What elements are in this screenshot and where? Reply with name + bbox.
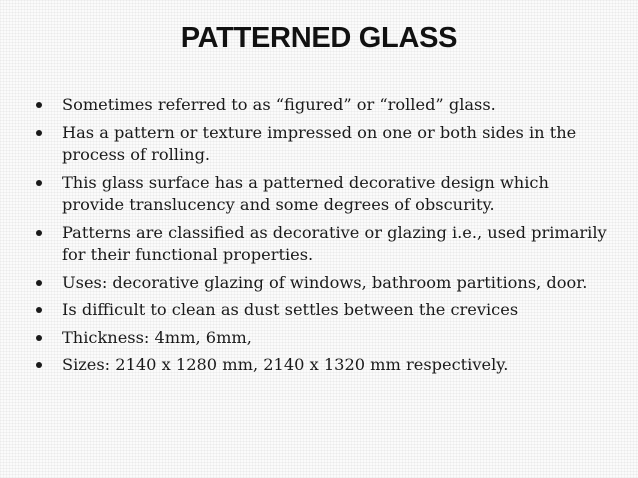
bullet-text: Has a pattern or texture impressed on one or both sides in the process of rolling. bbox=[62, 122, 577, 164]
bullet-text: This glass surface has a patterned decorative design which provide translucency and some degrees of obscurity. bbox=[62, 172, 549, 214]
bullet-list bbox=[36, 94, 616, 382]
slide-title: PATTERNED GLASS bbox=[180, 22, 458, 54]
bullet-icon bbox=[36, 335, 42, 341]
bullet-icon bbox=[36, 130, 42, 136]
bullet-text: Sometimes referred to as “figured” or “rolled” glass. bbox=[62, 95, 496, 114]
bullet-icon bbox=[36, 280, 42, 286]
bullet-item bbox=[36, 94, 616, 117]
bullet-icon bbox=[36, 230, 42, 236]
bullet-text: Uses: decorative glazing of windows, bathroom partitions, door. bbox=[62, 272, 588, 292]
bullet-icon bbox=[36, 362, 42, 368]
bullet-icon bbox=[36, 180, 42, 186]
bullet-item bbox=[36, 122, 616, 167]
bullet-text: Sizes: 2140 x 1280 mm, 2140 x 1320 mm respectively. bbox=[62, 355, 509, 374]
bullet-item bbox=[36, 272, 616, 295]
bullet-item bbox=[36, 222, 616, 267]
bullet-text: Thickness: 4mm, 6mm, bbox=[62, 327, 252, 347]
bullet-item bbox=[36, 354, 616, 377]
bullet-item bbox=[36, 327, 616, 350]
bullet-text: Patterns are classified as decorative or glazing i.e., used primarily for their functional properties. bbox=[62, 222, 607, 264]
bullet-item bbox=[36, 172, 616, 217]
bullet-icon bbox=[36, 102, 42, 108]
bullet-text: Is difficult to clean as dust settles between the crevices bbox=[62, 300, 519, 319]
bullet-item bbox=[36, 299, 616, 322]
bullet-icon bbox=[36, 307, 42, 313]
